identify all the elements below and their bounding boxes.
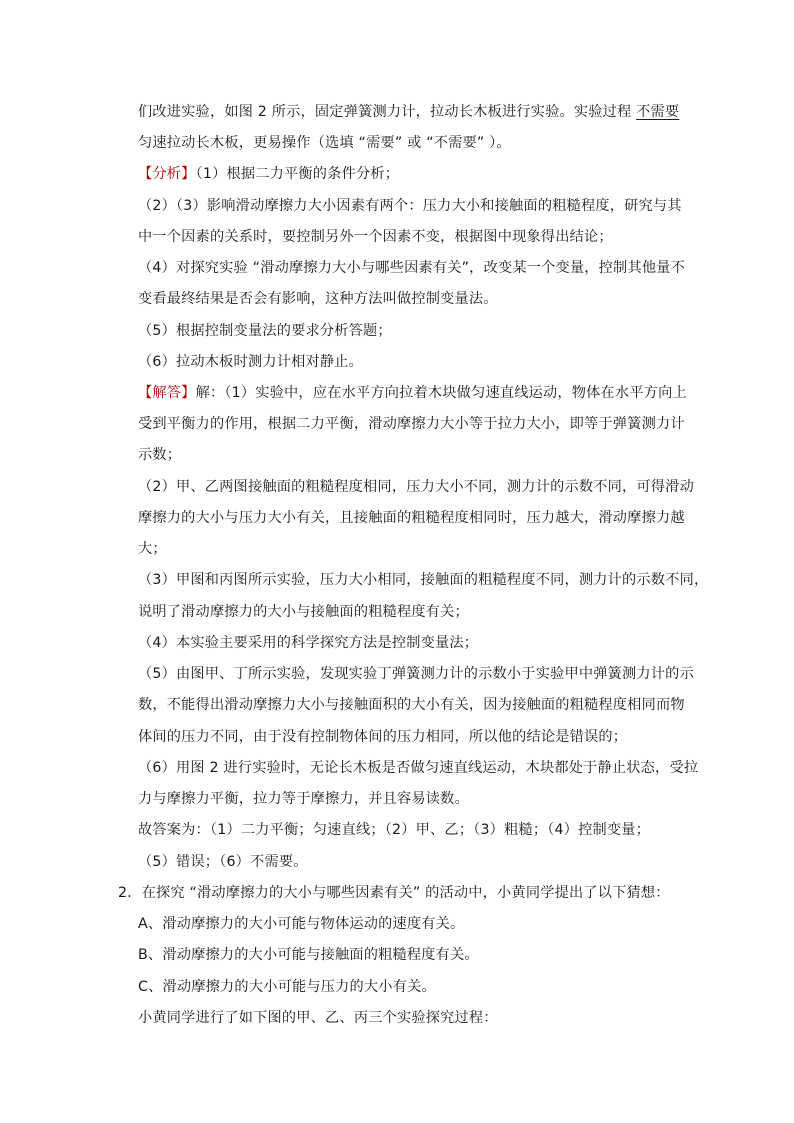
solution-line-6: 大； <box>138 541 167 557</box>
analysis-line-7: （6）拉动木板时测力计相对静止。 <box>138 354 364 370</box>
solution-line-3: 示数； <box>138 447 182 463</box>
question-2-option-c: C、滑动摩擦力的大小可能与压力的大小有关。 <box>138 979 436 995</box>
solution-line-10: （5）由图甲、丁所示实验，发现实验丁弹簧测力计的示数小于实验甲中弹簧测力计的示 <box>138 666 694 682</box>
question-2-process: 小黄同学进行了如下图的甲、乙、丙三个实验探究过程： <box>138 1010 498 1026</box>
analysis-line-4: （4）对探究实验 “滑动摩擦力大小与哪些因素有关”，改变某一个变量，控制其他量不 <box>138 260 685 276</box>
intro-text: 们改进实验，如图 2 所示，固定弹簧测力计，拉动长木板进行实验。实验过程 <box>138 104 632 120</box>
analysis-text: （1）根据二力平衡的条件分析； <box>195 166 400 182</box>
answer-line-2: （5）错误；（6）不需要。 <box>138 854 308 870</box>
analysis-line-5: 变看最终结果是否会有影响，这种方法叫做控制变量法。 <box>138 291 498 307</box>
analysis-line-1 <box>138 164 399 184</box>
answer-line-1: 故答案为：（1）二力平衡；匀速直线；（2）甲、乙；（3）粗糙；（4）控制变量； <box>138 822 651 838</box>
solution-line-4: （2）甲、乙两图接触面的粗糙程度相同，压力大小不同，测力计的示数不同，可得滑动 <box>138 479 694 495</box>
analysis-line-6: （5）根据控制变量法的要求分析答题； <box>138 323 392 339</box>
solution-line-8: 说明了滑动摩擦力的大小与接触面的粗糙程度有关； <box>138 604 469 620</box>
solution-line-13: （6）用图 2 进行实验时，无论长木板是否做匀速直线运动，木块都处于静止状态，受拉 <box>138 760 699 776</box>
solution-line-14: 力与摩擦力平衡，拉力等于摩擦力，并且容易读数。 <box>138 791 469 807</box>
question-2-option-a: A、滑动摩擦力的大小可能与物体运动的速度有关。 <box>138 916 465 932</box>
intro-line-1 <box>138 102 679 122</box>
intro-answer: 不需要 <box>636 104 680 120</box>
analysis-line-2: （2）（3）影响滑动摩擦力大小因素有两个：压力大小和接触面的粗糙程度，研究与其 <box>138 198 682 214</box>
solution-line-2: 受到平衡力的作用，根据二力平衡，滑动摩擦力大小等于拉力大小，即等于弹簧测力计 <box>138 416 685 432</box>
solution-line-9: （4）本实验主要采用的科学探究方法是控制变量法； <box>138 635 479 651</box>
analysis-tag: 【分析】 <box>138 166 196 182</box>
solution-text: 解：（1）实验中，应在水平方向拉着木块做匀速直线运动，物体在水平方向上 <box>195 385 687 401</box>
question-2-stem: 2．在探究 “滑动摩擦力的大小与哪些因素有关” 的活动中，小黄同学提出了以下猜想： <box>118 885 670 901</box>
solution-line-12: 体间的压力不同，由于没有控制物体间的压力相同，所以他的结论是错误的； <box>138 729 628 745</box>
analysis-line-3: 中一个因素的关系时，要控制另外一个因素不变，根据图中现象得出结论； <box>138 229 613 245</box>
solution-tag: 【解答】 <box>138 385 196 401</box>
question-2-option-b: B、滑动摩擦力的大小可能与接触面的粗糙程度有关。 <box>138 947 479 963</box>
solution-line-5: 摩擦力的大小与压力大小有关，且接触面的粗糙程度相同时，压力越大，滑动摩擦力越 <box>138 510 685 526</box>
solution-line-1 <box>138 383 687 403</box>
solution-line-7: （3）甲图和丙图所示实验，压力大小相同，接触面的粗糙程度不同，测力计的示数不同， <box>138 572 709 588</box>
intro-line-2: 匀速拉动长木板，更易操作（选填 “需要” 或 “不需要” ）。 <box>138 135 511 151</box>
solution-line-11: 数，不能得出滑动摩擦力大小与接触面积的大小有关，因为接触面的粗糙程度相同而物 <box>138 697 685 713</box>
